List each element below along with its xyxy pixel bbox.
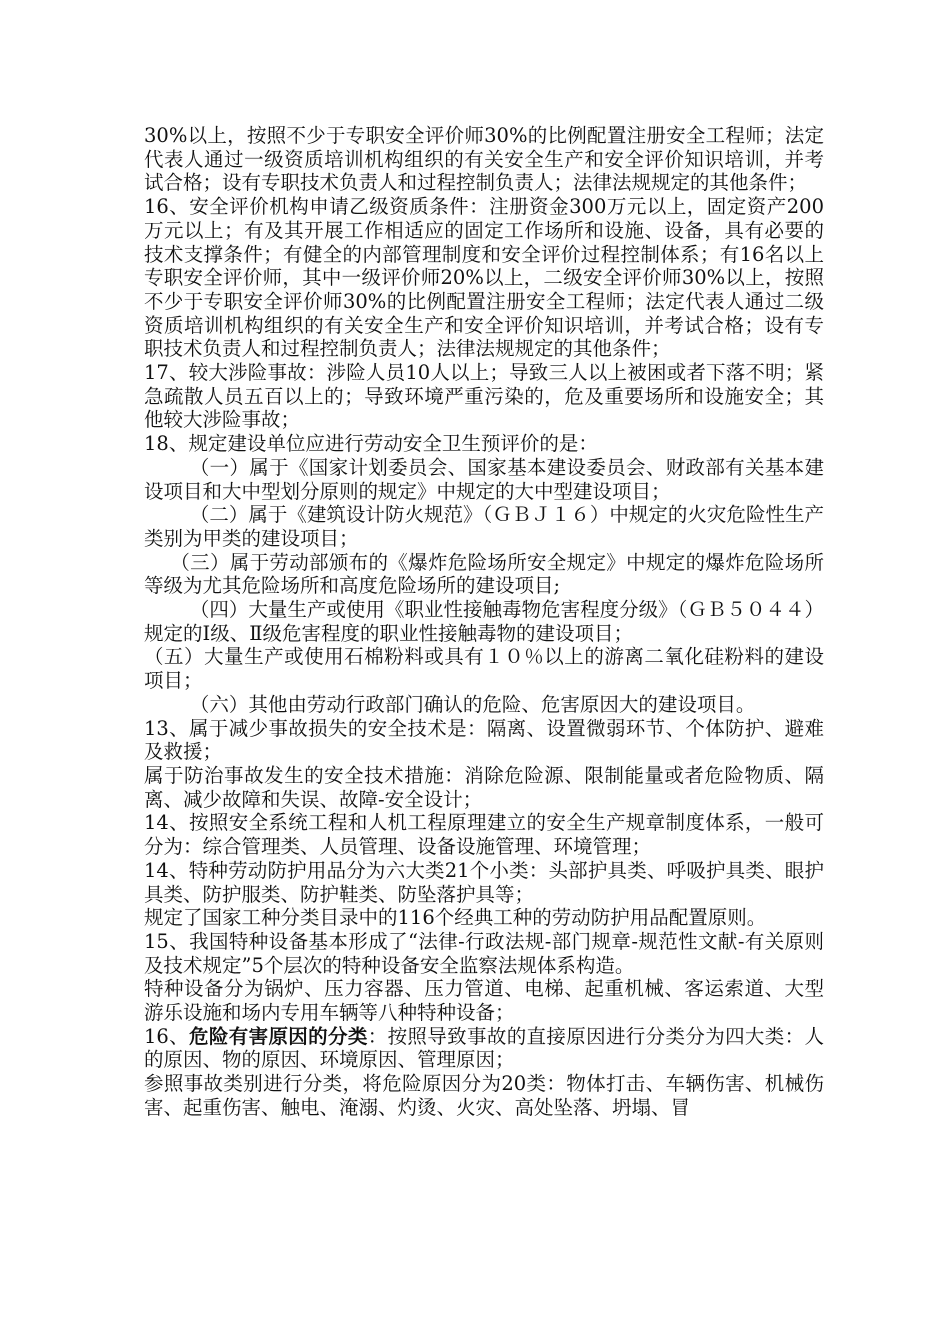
paragraph-14-rules-system: 14、按照安全系统工程和人机工程原理建立的安全生产规章制度体系，一般可分为：综合管理类、人员管理、设备设施管理、环境管理； [144, 811, 824, 859]
paragraph-14-protective-equipment: 14、特种劳动防护用品分为六大类21个小类：头部护具类、呼吸护具类、眼护具类、防护服类、防护鞋类、防坠落护具等； [144, 858, 824, 906]
paragraph-18-pre-evaluation: 18、规定建设单位应进行劳动安全卫生预评价的是： [144, 432, 598, 456]
paragraph-17-major-accident: 17、较大涉险事故：涉险人员10人以上；导致三人以上被困或者下落不明；紧急疏散人员五百以上的；导致环境严重污染的，危及重要场所和设施安全；其他较大涉险事故； [144, 361, 824, 432]
paragraph-16-text: ：按照导致事故的直接原因进行分类分为四大类：人的原因、物的原因、环境原因、管理原因； [144, 1024, 824, 1072]
document-body [144, 124, 824, 1120]
paragraph-15-continued: 30%以上，按照不少于专职安全评价师30%的比例配置注册安全工程师；法定代表人通过一级资质培训机构组织的有关安全生产和安全评价知识培训，并考试合格；设有专职技术负责人和过程控制负责人；法律法规规定的其他条件； [144, 124, 824, 195]
paragraph-hazard-20-types: 参照事故类别进行分类，将危险原因分为20类：物体打击、车辆伤害、机械伤害、起重伤害、触电、淹溺、灼烫、火灾、高处坠落、坍塌、冒 [144, 1072, 824, 1119]
paragraph-16-grade-b: 16、安全评价机构申请乙级资质条件：注册资金300万元以上，固定资产200万元以上；有及其开展工作相适应的固定工作场所和设施、设备，具有必要的技术支撑条件；有健全的内部管理制度和安全评价过程控制体系；有16名以上专职安全评价师，其中一级评价师20%以上，二级安全评价师30%以上，按照不少于专职安全评价师30%的比例配置注册安全工程师；法定代表人通过二级资质培训机构组织的有关安全生产和安全评价知识培训，并考试合格；设有专职技术负责人和过程控制负责人；法律法规规定的其他条件； [144, 195, 824, 361]
paragraph-protective-config: 规定了国家工种分类目录中的116个经典工种的劳动防护用品配置原则。 [144, 906, 767, 930]
paragraph-16-hazard-classification [144, 1025, 824, 1072]
list-item-4: （四）大量生产或使用《职业性接触毒物危害程度分级》（ＧＢ５０４４）规定的Ⅰ级、Ⅱ级危害程度的职业性接触毒物的建设项目； [144, 598, 824, 645]
list-item-3: （三）属于劳动部颁布的《爆炸危险场所安全规定》中规定的爆炸危险场所等级为尤其危险场所和高度危险场所的建设项目; [144, 550, 824, 598]
paragraph-16-number: 16、 [144, 1024, 190, 1048]
list-item-1: （一）属于《国家计划委员会、国家基本建设委员会、财政部有关基本建设项目和大中型划分原则的规定》中规定的大中型建设项目； [144, 455, 824, 503]
paragraph-15-special-equipment: 15、我国特种设备基本形成了“法律-行政法规-部门规章-规范性文献-有关原则及技术规定”5个层次的特种设备安全监察法规体系构造。 [144, 929, 824, 977]
list-item-2: （二）属于《建筑设计防火规范》（ＧＢＪ１６）中规定的火灾危险性生产类别为甲类的建设项目； [144, 503, 824, 550]
list-item-6: （六）其他由劳动行政部门确认的危险、危害原因大的建设项目。 [189, 692, 756, 716]
paragraph-13-loss-reduction: 13、属于减少事故损失的安全技术是：隔离、设置微弱环节、个体防护、避难及救援； [144, 716, 824, 764]
paragraph-accident-prevention: 属于防治事故发生的安全技术措施：消除危险源、限制能量或者危险物质、隔离、减少故障和失误、故障-安全设计； [144, 763, 824, 811]
list-item-5: （五）大量生产或使用石棉粉料或具有１０％以上的游离二氧化硅粉料的建设项目； [144, 645, 824, 693]
paragraph-special-equipment-types: 特种设备分为锅炉、压力容器、压力管道、电梯、起重机械、客运索道、大型游乐设施和场内专用车辆等八种特种设备； [144, 977, 824, 1025]
paragraph-16-heading: 危险有害原因的分类 [189, 1024, 368, 1048]
